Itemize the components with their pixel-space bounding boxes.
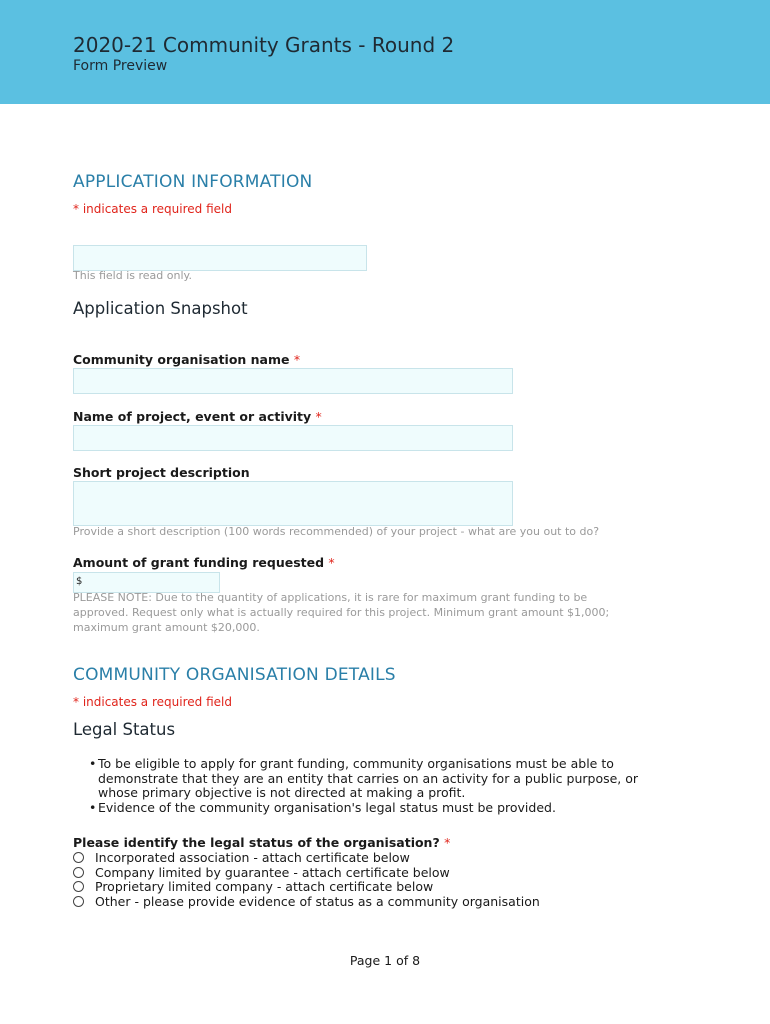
page-header <box>0 0 770 104</box>
grant-amount-help-line: maximum grant amount $20,000. <box>73 621 260 634</box>
bullet-item <box>90 801 680 816</box>
eligibility-bullet-list <box>90 757 680 816</box>
org-name-label <box>73 352 300 367</box>
bullet-item <box>90 757 680 801</box>
org-name-input[interactable] <box>73 368 513 394</box>
grant-amount-help <box>73 590 609 635</box>
project-name-label <box>73 409 322 424</box>
radio-label: Proprietary limited company - attach certificate below <box>95 879 434 894</box>
short-description-help: Provide a short description (100 words recommended) of your project - what are you out to do? <box>73 525 600 538</box>
grant-amount-help-line: approved. Request only what is actually required for this project. Minimum grant amount $1,000; <box>73 606 610 619</box>
section-title-community-organisation-details: COMMUNITY ORGANISATION DETAILS <box>73 665 396 685</box>
bullet-line: demonstrate that they are an entity that carries on an activity for a public purpose, or <box>98 770 639 786</box>
short-description-label: Short project description <box>73 465 250 480</box>
currency-symbol: $ <box>76 576 83 587</box>
required-star: * <box>328 555 335 570</box>
required-star: * <box>315 409 322 424</box>
required-field-note: * indicates a required field <box>73 695 232 709</box>
radio-label: Incorporated association - attach certificate below <box>95 850 410 865</box>
grant-amount-label <box>73 555 335 570</box>
bullet-line: whose primary objective is not directed at making a profit. <box>98 785 466 801</box>
radio-button[interactable] <box>73 896 84 907</box>
radio-button[interactable] <box>73 852 84 863</box>
section-title-application-information: APPLICATION INFORMATION <box>73 172 313 192</box>
read-only-help: This field is read only. <box>73 269 192 282</box>
legal-status-option-incorporated[interactable] <box>73 850 410 865</box>
grant-amount-label-text: Amount of grant funding requested <box>73 555 325 570</box>
subheading-application-snapshot: Application Snapshot <box>73 299 248 318</box>
page-indicator: Page 1 of 8 <box>349 953 421 968</box>
project-name-input[interactable] <box>73 425 513 451</box>
short-description-textarea[interactable] <box>73 481 513 526</box>
org-name-label-text: Community organisation name <box>73 352 290 367</box>
radio-label: Company limited by guarantee - attach certificate below <box>95 865 450 880</box>
radio-button[interactable] <box>73 867 84 878</box>
required-field-note: * indicates a required field <box>73 202 232 216</box>
required-star: * <box>444 835 451 850</box>
bullet-line: • To be eligible to apply for grant funding, community organisations must be able to <box>98 756 614 771</box>
grant-amount-help-line: PLEASE NOTE: Due to the quantity of applications, it is rare for maximum grant funding to be <box>73 591 588 604</box>
legal-status-option-proprietary[interactable] <box>73 879 433 894</box>
legal-status-option-company-guarantee[interactable] <box>73 865 450 880</box>
legal-status-question-text: Please identify the legal status of the organisation? <box>73 835 440 850</box>
legal-status-option-other[interactable] <box>73 894 540 909</box>
radio-button[interactable] <box>73 881 84 892</box>
required-star: * <box>293 352 301 367</box>
form-title: 2020-21 Community Grants - Round 2 <box>73 33 455 57</box>
project-name-label-text: Name of project, event or activity <box>73 409 312 424</box>
radio-label: Other - please provide evidence of status as a community organisation <box>95 894 540 909</box>
legal-status-question <box>73 835 450 850</box>
subheading-legal-status: Legal Status <box>73 720 176 739</box>
bullet-line: • Evidence of the community organisation's legal status must be provided. <box>98 800 556 816</box>
form-subtitle: Form Preview <box>73 58 168 74</box>
